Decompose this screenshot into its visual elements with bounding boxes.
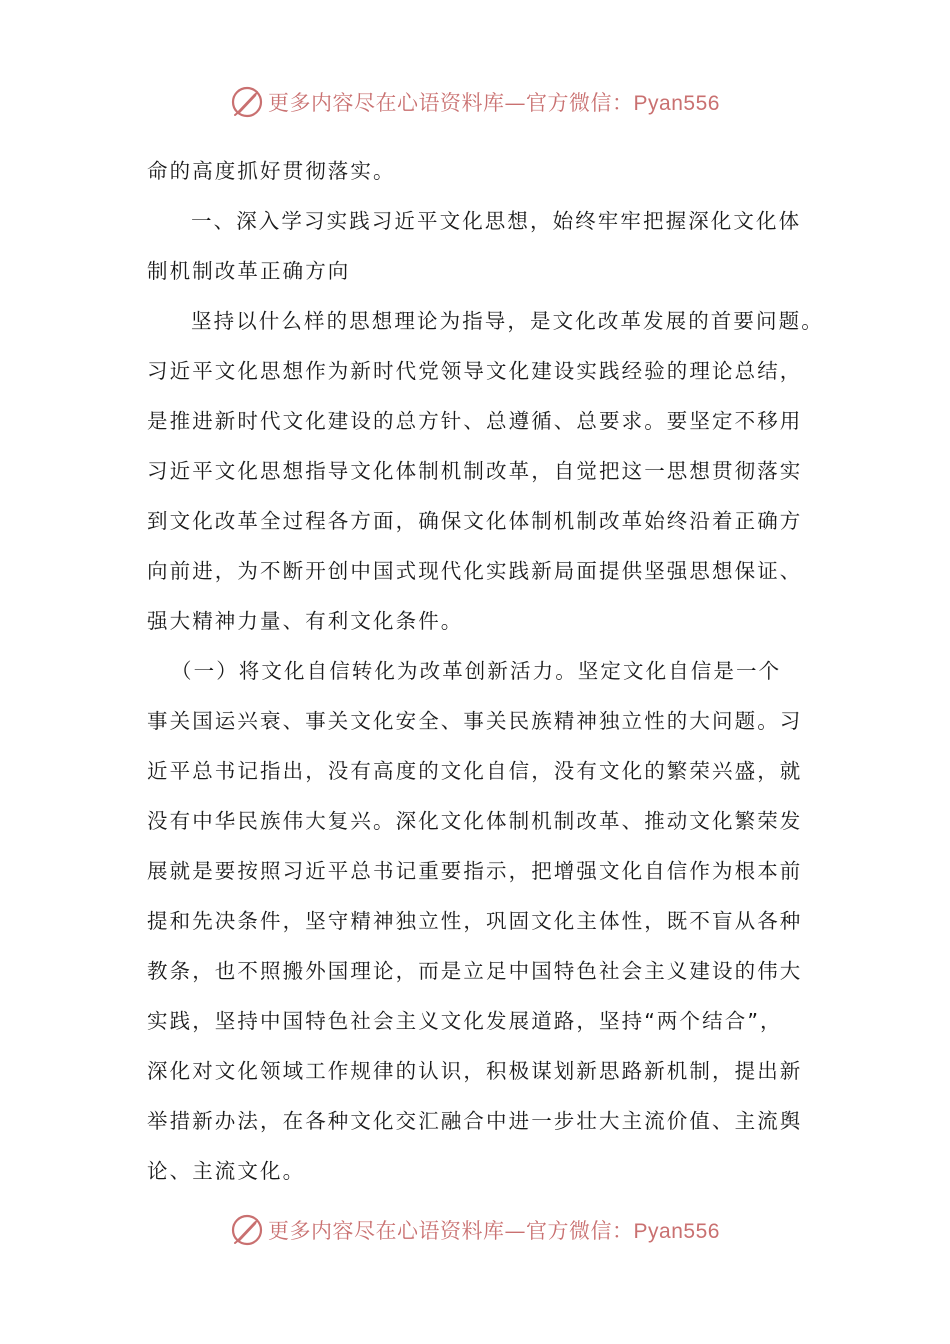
text-line: 没有中华民族伟大复兴。深化文化体制机制改革、推动文化繁荣发 bbox=[147, 809, 803, 833]
text-line: 强大精神力量、有利文化条件。 bbox=[147, 609, 464, 633]
text-line: 到文化改革全过程各方面，确保文化体制机制改革始终沿着正确方 bbox=[147, 509, 803, 533]
text-line: 是推进新时代文化建设的总方针、总遵循、总要求。要坚定不移用 bbox=[147, 409, 803, 433]
text-line: 提和先决条件，坚守精神独立性，巩固文化主体性，既不盲从各种 bbox=[147, 909, 803, 933]
text-line: 展就是要按照习近平总书记重要指示，把增强文化自信作为根本前 bbox=[147, 859, 803, 883]
watermark-wechat-id: Pyan556 bbox=[633, 92, 720, 115]
section-heading-line: 一、深入学习实践习近平文化思想，始终牢牢把握深化文化体 bbox=[191, 209, 802, 233]
text-line: 坚持以什么样的思想理论为指导，是文化改革发展的首要问题。 bbox=[191, 309, 824, 333]
text-line: 命的高度抓好贯彻落实。 bbox=[147, 159, 396, 183]
text-line: 论、主流文化。 bbox=[147, 1159, 306, 1183]
text-line: 实践，坚持中国特色社会主义文化发展道路，坚持“两个结合”， bbox=[147, 1009, 783, 1033]
watermark-text-cn: 更多内容尽在心语资料库—官方微信： bbox=[268, 1219, 634, 1243]
header-watermark bbox=[0, 82, 950, 122]
subsection-heading-line: （一）将文化自信转化为改革创新活力。坚定文化自信是一个 bbox=[171, 659, 782, 683]
text-line: 习近平文化思想作为新时代党领导文化建设实践经验的理论总结， bbox=[147, 359, 803, 383]
text-line: 近平总书记指出，没有高度的文化自信，没有文化的繁荣兴盛，就 bbox=[147, 759, 803, 783]
watermark-text bbox=[268, 1215, 720, 1245]
text-line: 深化对文化领域工作规律的认识，积极谋划新思路新机制，提出新 bbox=[147, 1059, 803, 1083]
section-heading-line: 制机制改革正确方向 bbox=[147, 259, 351, 283]
pen-logo-icon bbox=[230, 85, 264, 119]
watermark-wechat-id: Pyan556 bbox=[633, 1220, 720, 1243]
text-line: 举措新办法，在各种文化交汇融合中进一步壮大主流价值、主流舆 bbox=[147, 1109, 803, 1133]
text-line: 教条，也不照搬外国理论，而是立足中国特色社会主义建设的伟大 bbox=[147, 959, 803, 983]
text-line: 事关国运兴衰、事关文化安全、事关民族精神独立性的大问题。习 bbox=[147, 709, 803, 733]
document-body bbox=[147, 146, 824, 1196]
text-line: 向前进，为不断开创中国式现代化实践新局面提供坚强思想保证、 bbox=[147, 559, 803, 583]
watermark-text bbox=[268, 87, 720, 117]
footer-watermark bbox=[0, 1210, 950, 1250]
pen-logo-icon bbox=[230, 1213, 264, 1247]
watermark-text-cn: 更多内容尽在心语资料库—官方微信： bbox=[268, 91, 634, 115]
text-line: 习近平文化思想指导文化体制机制改革，自觉把这一思想贯彻落实 bbox=[147, 459, 803, 483]
